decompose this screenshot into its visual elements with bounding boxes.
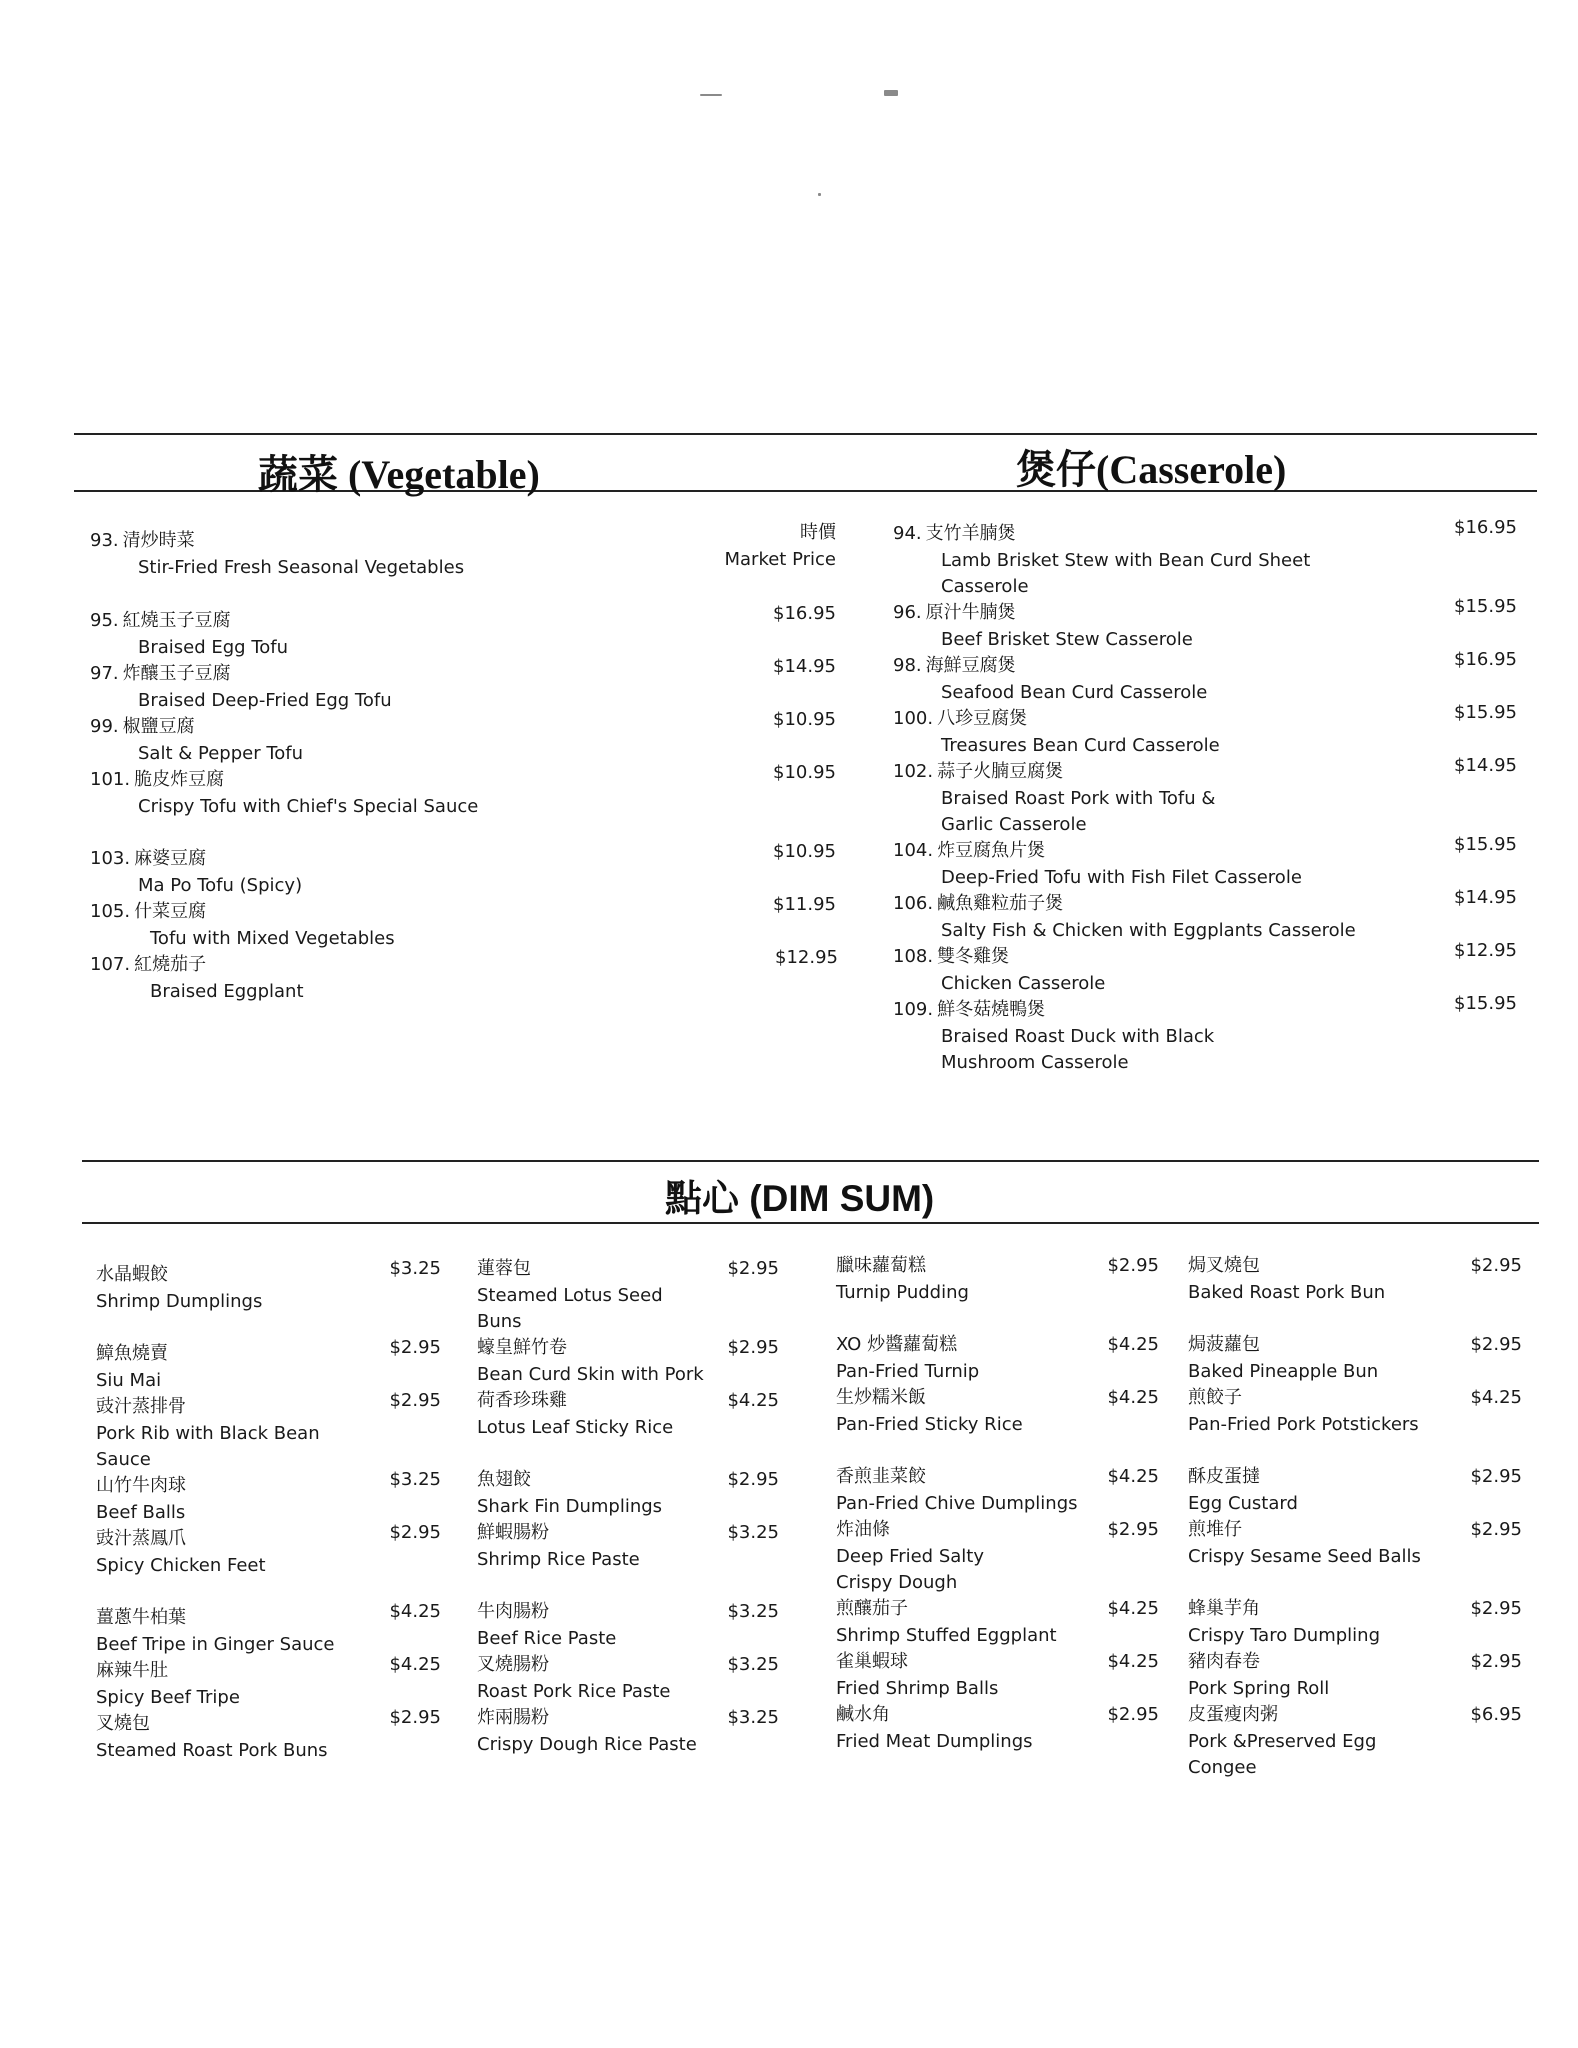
dimsum-item — [477, 1467, 717, 1520]
item-english-name: Treasures Bean Curd Casserole — [941, 734, 1220, 756]
item-english-name: Salty Fish & Chicken with Eggplants Casserole — [941, 919, 1356, 941]
item-number: 97. — [90, 663, 119, 684]
scan-speck — [818, 193, 821, 196]
item-price: $4.25 — [727, 1390, 779, 1411]
dimsum-item — [477, 1599, 717, 1652]
item-chinese-name: 麻辣牛肚 — [96, 1660, 168, 1681]
item-price: $3.25 — [727, 1654, 779, 1675]
item-price: $3.25 — [389, 1258, 441, 1279]
item-chinese-name: 水晶蝦餃 — [96, 1264, 168, 1285]
item-english-name: Crispy Dough Rice Paste — [477, 1733, 697, 1755]
item-english-name: Shrimp Rice Paste — [477, 1548, 640, 1570]
item-chinese-name: 八珍豆腐煲 — [937, 708, 1028, 729]
item-english-name: Braised Eggplant — [150, 980, 304, 1002]
item-english-name: Shrimp Dumplings — [96, 1290, 263, 1312]
item-price: $2.95 — [1470, 1598, 1522, 1619]
dimsum-item — [836, 1464, 1096, 1517]
dimsum-item — [96, 1394, 326, 1474]
item-english-name: Seafood Bean Curd Casserole — [941, 681, 1208, 703]
item-chinese-name: 魚翅餃 — [477, 1469, 531, 1490]
item-english-name: Stir-Fried Fresh Seasonal Vegetables — [138, 556, 465, 578]
item-price: $6.95 — [1470, 1704, 1522, 1725]
item-number: 95. — [90, 610, 119, 631]
menu-item — [893, 944, 1363, 997]
item-chinese-name: 鹹水角 — [836, 1704, 890, 1725]
menu-item — [893, 891, 1363, 944]
item-price: $3.25 — [727, 1522, 779, 1543]
item-english-name: Fried Shrimp Balls — [836, 1677, 999, 1699]
item-english-name: Crispy Taro Dumpling — [1188, 1624, 1380, 1646]
item-english-name: Pan-Fried Chive Dumplings — [836, 1492, 1078, 1514]
item-chinese-name: 蒜子火腩豆腐煲 — [937, 761, 1064, 782]
item-english-name: Bean Curd Skin with Pork — [477, 1363, 704, 1385]
item-chinese-name: 叉燒包 — [96, 1713, 150, 1734]
item-chinese-name: 薑蔥牛柏葉 — [96, 1607, 186, 1628]
dimsum-item — [96, 1711, 336, 1764]
item-price: $4.25 — [389, 1601, 441, 1622]
item-english-name: Shrimp Stuffed Eggplant — [836, 1624, 1057, 1646]
item-chinese-name: 煎餃子 — [1188, 1387, 1242, 1408]
item-price: $3.25 — [727, 1601, 779, 1622]
menu-item — [893, 600, 1363, 653]
dimsum-item — [1188, 1596, 1438, 1649]
menu-item — [90, 714, 650, 767]
item-chinese-name: 紅燒玉子豆腐 — [122, 610, 231, 631]
item-price: $16.95 — [1454, 649, 1517, 670]
dimsum-item — [477, 1388, 717, 1441]
item-english-name: Lamb Brisket Stew with Bean Curd Sheet Casserole — [941, 549, 1311, 597]
item-chinese-name: 牛肉腸粉 — [477, 1601, 549, 1622]
dimsum-heading: 點心 (DIM SUM) — [665, 1178, 935, 1219]
item-chinese-name: 原汁牛腩煲 — [925, 602, 1016, 623]
dimsum-item — [836, 1649, 1076, 1702]
item-english-name: Baked Roast Pork Bun — [1188, 1281, 1386, 1303]
item-english-name: Pan-Fried Turnip — [836, 1360, 980, 1382]
item-english-name: Braised Egg Tofu — [138, 636, 289, 658]
item-chinese-name: 蠔皇鮮竹卷 — [477, 1337, 567, 1358]
item-english-name: Fried Meat Dumplings — [836, 1730, 1033, 1752]
dimsum-item — [1188, 1517, 1438, 1570]
item-price — [724, 520, 836, 573]
menu-item — [90, 608, 650, 661]
item-price: $10.95 — [773, 709, 836, 730]
item-english-name: Pork &Preserved Egg Congee — [1188, 1730, 1377, 1778]
item-english-name: Shark Fin Dumplings — [477, 1495, 663, 1517]
dimsum-item — [1188, 1332, 1438, 1385]
item-chinese-name: 生炒糯米飯 — [836, 1387, 926, 1408]
item-price: $14.95 — [1454, 887, 1517, 908]
dimsum-item — [1188, 1253, 1438, 1306]
item-english-name: Lotus Leaf Sticky Rice — [477, 1416, 674, 1438]
item-chinese-name: 叉燒腸粉 — [477, 1654, 549, 1675]
item-price: $2.95 — [727, 1258, 779, 1279]
item-chinese-name: 鮮蝦腸粉 — [477, 1522, 549, 1543]
item-english-name: Braised Roast Pork with Tofu & Garlic Casserole — [941, 787, 1216, 835]
item-price: $4.25 — [1107, 1334, 1159, 1355]
dimsum-item — [96, 1526, 326, 1579]
scan-speck — [700, 94, 722, 96]
item-chinese-name: 鮮冬菇燒鴨煲 — [937, 999, 1046, 1020]
dimsum-item — [477, 1256, 717, 1336]
item-english-name: Crispy Tofu with Chief's Special Sauce — [138, 795, 479, 817]
item-english-name: Steamed Lotus Seed Buns — [477, 1284, 663, 1332]
item-number: 102. — [893, 761, 934, 782]
menu-item — [90, 846, 650, 899]
item-english-name: Turnip Pudding — [836, 1281, 969, 1303]
item-price: $12.95 — [1454, 940, 1517, 961]
item-english-name: Pork Spring Roll — [1188, 1677, 1330, 1699]
item-english-name: Spicy Beef Tripe — [96, 1686, 240, 1708]
item-chinese-name: 煎堆仔 — [1188, 1519, 1242, 1540]
item-number: 93. — [90, 530, 119, 551]
item-price: $2.95 — [1107, 1704, 1159, 1725]
menu-item — [893, 997, 1363, 1077]
dimsum-item — [836, 1517, 1066, 1597]
item-english-name: Braised Roast Duck with Black Mushroom Casserole — [941, 1025, 1215, 1073]
dimsum-item — [1188, 1464, 1438, 1517]
item-price: $11.95 — [773, 894, 836, 915]
menu-item — [90, 952, 650, 1005]
item-english-name: Beef Balls — [96, 1501, 186, 1523]
item-english-name: Salt & Pepper Tofu — [138, 742, 304, 764]
item-price: $4.25 — [1107, 1651, 1159, 1672]
item-english-name: Deep Fried Salty Crispy Dough — [836, 1545, 984, 1593]
item-english-name: Pork Rib with Black Bean Sauce — [96, 1422, 320, 1470]
item-price: $15.95 — [1454, 596, 1517, 617]
menu-item — [893, 838, 1363, 891]
item-chinese-name: 焗菠蘿包 — [1188, 1334, 1260, 1355]
dimsum-item — [1188, 1649, 1438, 1702]
dimsum-item — [1188, 1702, 1448, 1782]
item-english-name: Deep-Fried Tofu with Fish Filet Casserole — [941, 866, 1302, 888]
item-chinese-name: 豬肉春卷 — [1188, 1651, 1260, 1672]
dimsum-item — [96, 1341, 326, 1394]
item-price: $15.95 — [1454, 702, 1517, 723]
item-chinese-name: 豉汁蒸鳳爪 — [96, 1528, 186, 1549]
item-chinese-name: 炸兩腸粉 — [477, 1707, 549, 1728]
item-number: 99. — [90, 716, 119, 737]
item-number: 98. — [893, 655, 922, 676]
item-price: $15.95 — [1454, 834, 1517, 855]
item-number: 100. — [893, 708, 934, 729]
item-number: 105. — [90, 901, 131, 922]
vegetable-heading: 蔬菜 (Vegetable) — [258, 452, 540, 497]
dimsum-item — [836, 1253, 1076, 1306]
item-price: $10.95 — [773, 841, 836, 862]
item-price: $2.95 — [1470, 1255, 1522, 1276]
item-english-name: Pan-Fried Sticky Rice — [836, 1413, 1023, 1435]
item-price: $14.95 — [773, 656, 836, 677]
dimsum-item — [96, 1658, 336, 1711]
item-english-name: Egg Custard — [1188, 1492, 1298, 1514]
item-chinese-name: 雙冬雞煲 — [937, 946, 1010, 967]
item-english-name: Beef Tripe in Ginger Sauce — [96, 1633, 335, 1655]
item-english-name: Roast Pork Rice Paste — [477, 1680, 671, 1702]
dimsum-item — [836, 1385, 1076, 1438]
item-number: 108. — [893, 946, 934, 967]
item-chinese-name: 雀巢蝦球 — [836, 1651, 908, 1672]
item-chinese-name: 蜂巢芋角 — [1188, 1598, 1260, 1619]
item-chinese-name: XO 炒醬蘿蔔糕 — [836, 1334, 958, 1355]
item-chinese-name: 皮蛋瘦肉粥 — [1188, 1704, 1278, 1725]
item-price: $2.95 — [389, 1522, 441, 1543]
menu-item — [90, 528, 650, 581]
item-chinese-name: 炸釀玉子豆腐 — [122, 663, 231, 684]
item-chinese-name: 紅燒茄子 — [134, 954, 207, 975]
item-price: $14.95 — [1454, 755, 1517, 776]
item-price: $4.25 — [1107, 1598, 1159, 1619]
item-chinese-name: 鱆魚燒賣 — [96, 1343, 168, 1364]
item-price: $2.95 — [389, 1707, 441, 1728]
dimsum-item — [477, 1335, 717, 1388]
item-chinese-name: 臘味蘿蔔糕 — [836, 1255, 926, 1276]
item-price: $2.95 — [727, 1469, 779, 1490]
item-chinese-name: 焗叉燒包 — [1188, 1255, 1260, 1276]
item-price: $3.25 — [727, 1707, 779, 1728]
menu-item — [893, 759, 1363, 839]
item-price: $4.25 — [1107, 1387, 1159, 1408]
item-price: $4.25 — [1107, 1466, 1159, 1487]
item-price: $2.95 — [727, 1337, 779, 1358]
item-chinese-name: 清炒時菜 — [122, 530, 195, 551]
item-number: 109. — [893, 999, 934, 1020]
item-number: 103. — [90, 848, 131, 869]
item-chinese-name: 蓮蓉包 — [477, 1258, 531, 1279]
item-english-name: Siu Mai — [96, 1369, 162, 1391]
item-price: $10.95 — [773, 762, 836, 783]
menu-item — [893, 706, 1363, 759]
item-price: $15.95 — [1454, 993, 1517, 1014]
item-english-name: Baked Pineapple Bun — [1188, 1360, 1379, 1382]
item-price: $2.95 — [1107, 1519, 1159, 1540]
item-price: $16.95 — [1454, 517, 1517, 538]
item-english-name: Beef Brisket Stew Casserole — [941, 628, 1193, 650]
dimsum-item — [477, 1520, 717, 1573]
dimsum-item — [836, 1332, 1076, 1385]
item-english-name: Spicy Chicken Feet — [96, 1554, 266, 1576]
dimsum-item — [96, 1262, 326, 1315]
dimsum-item — [1188, 1385, 1438, 1438]
item-chinese-name: 酥皮蛋撻 — [1188, 1466, 1260, 1487]
item-english-name: Braised Deep-Fried Egg Tofu — [138, 689, 392, 711]
item-chinese-name: 支竹羊腩煲 — [925, 523, 1016, 544]
item-chinese-name: 荷香珍珠雞 — [477, 1390, 567, 1411]
item-english-name: Chicken Casserole — [941, 972, 1106, 994]
dimsum-item — [96, 1605, 336, 1658]
item-english-name: Ma Po Tofu (Spicy) — [138, 874, 303, 896]
dimsum-rule-upper — [82, 1160, 1539, 1162]
item-number: 107. — [90, 954, 131, 975]
item-number: 96. — [893, 602, 922, 623]
dimsum-item — [477, 1705, 717, 1758]
scan-speck — [884, 90, 898, 96]
item-price: $2.95 — [1107, 1255, 1159, 1276]
item-price: $2.95 — [389, 1337, 441, 1358]
item-chinese-name: 山竹牛肉球 — [96, 1475, 186, 1496]
item-price: $2.95 — [1470, 1466, 1522, 1487]
menu-item — [893, 521, 1363, 601]
item-number: 94. — [893, 523, 922, 544]
item-number: 104. — [893, 840, 934, 861]
item-price: $2.95 — [1470, 1519, 1522, 1540]
dimsum-item — [836, 1596, 1076, 1649]
dimsum-item — [477, 1652, 717, 1705]
item-chinese-name: 脆皮炸豆腐 — [134, 769, 225, 790]
item-price: $4.25 — [1470, 1387, 1522, 1408]
item-chinese-name: 什菜豆腐 — [134, 901, 207, 922]
item-english-name: Steamed Roast Pork Buns — [96, 1739, 328, 1761]
item-price: $3.25 — [389, 1469, 441, 1490]
item-price-chinese: 時價 — [800, 522, 836, 543]
item-english-name: Crispy Sesame Seed Balls — [1188, 1545, 1421, 1567]
item-chinese-name: 豉汁蒸排骨 — [96, 1396, 186, 1417]
item-number: 101. — [90, 769, 131, 790]
item-chinese-name: 香煎韭菜餃 — [836, 1466, 926, 1487]
item-english-name: Beef Rice Paste — [477, 1627, 617, 1649]
menu-item — [90, 767, 650, 820]
dimsum-item — [96, 1473, 326, 1526]
dimsum-rule-lower — [82, 1222, 1539, 1224]
menu-item — [893, 653, 1363, 706]
menu-item — [90, 899, 650, 952]
item-chinese-name: 海鮮豆腐煲 — [925, 655, 1016, 676]
item-chinese-name: 煎釀茄子 — [836, 1598, 908, 1619]
item-price: $2.95 — [389, 1390, 441, 1411]
item-price: $16.95 — [773, 603, 836, 624]
item-chinese-name: 鹹魚雞粒茄子煲 — [937, 893, 1064, 914]
item-number: 106. — [893, 893, 934, 914]
item-chinese-name: 炸油條 — [836, 1519, 890, 1540]
casserole-heading: 煲仔(Casserole) — [1016, 447, 1287, 492]
item-chinese-name: 麻婆豆腐 — [134, 848, 207, 869]
top-rule-upper — [74, 433, 1537, 435]
item-chinese-name: 炸豆腐魚片煲 — [937, 840, 1046, 861]
item-price: $4.25 — [389, 1654, 441, 1675]
item-price: $12.95 — [775, 947, 838, 968]
item-english-name: Tofu with Mixed Vegetables — [150, 927, 395, 949]
item-price: $2.95 — [1470, 1334, 1522, 1355]
item-price-english: Market Price — [724, 548, 836, 570]
item-chinese-name: 椒鹽豆腐 — [122, 716, 195, 737]
menu-item — [90, 661, 650, 714]
dimsum-item — [836, 1702, 1076, 1755]
item-price: $2.95 — [1470, 1651, 1522, 1672]
item-english-name: Pan-Fried Pork Potstickers — [1188, 1413, 1419, 1435]
